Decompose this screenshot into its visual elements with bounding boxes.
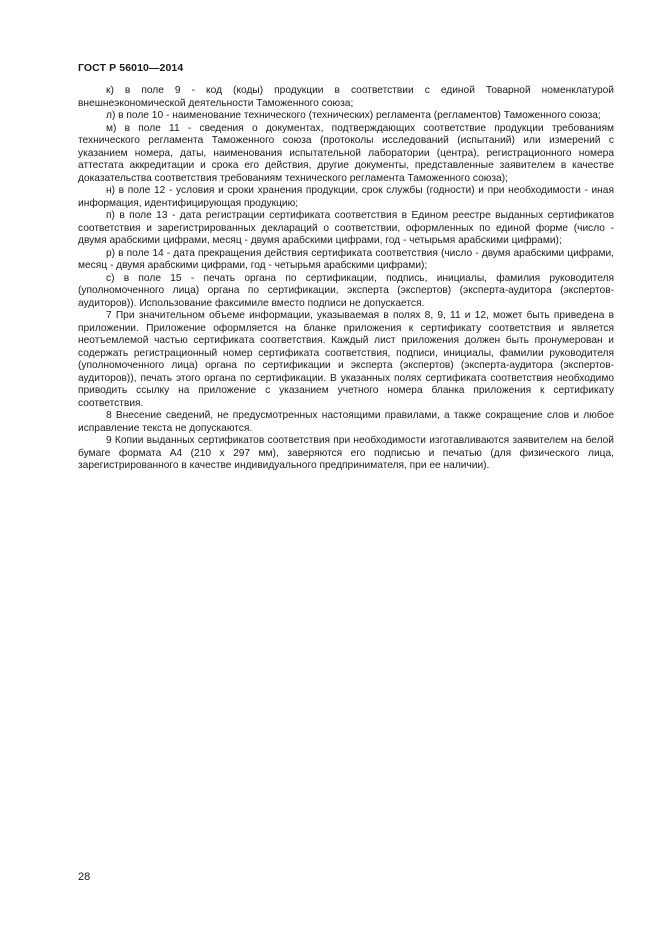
paragraph-l: л) в поле 10 - наименование технического (технических) регламента (регламентов) Таможенного союза; (106, 110, 601, 121)
paragraph-p: п) в поле 13 - дата регистрации сертификата соответствия в Едином реестре выданных сертификатов соответствия и зарегистрированных деклараций о соответствии, оформленных по единой форме (число - двумя арабскими цифрами, месяц - двумя арабскими цифрами, год - четырьмя арабскими цифрами); (78, 210, 614, 246)
paragraph-8: 8 Внесение сведений, не предусмотренных настоящими правилами, а также сокращение слов и любое исправление текста не допускаются. (78, 410, 614, 434)
paragraph-s: с) в поле 15 - печать органа по сертификации, подпись, инициалы, фамилия руководителя (уполномоченного лица) органа по сертификации, эксперта (экспертов) (эксперта-аудитора (экспертов-аудиторов)). Использование факсимиле вместо подписи не допускается. (78, 272, 614, 309)
paragraph-7: 7 При значительном объеме информации, указываемая в полях 8, 9, 11 и 12, может быть приведена в приложении. Приложение оформляется на бланке приложения к сертификату соответствия и является неотъемлемой частью сертификата соответствия. Каждый лист приложения должен быть пронумерован и содержать регистрационный номер сертификата соответствия, подписи, инициалы, фамилии руководителя (уполномоченного лица) органа по сертификации и эксперта (экспертов) (эксперта-аудитора (экспертов-аудиторов)), печать этого органа по сертификации. В указанных полях сертификата соответствия необходимо приводить ссылку на приложение с указанием учетного номера бланка приложения к сертификату соответствия. (78, 310, 614, 409)
paragraph-n: н) в поле 12 - условия и сроки хранения продукции, срок службы (годности) и при необходимости - иная информация, идентифицирующая продукцию; (78, 185, 614, 209)
document-body (78, 85, 614, 473)
paragraph-k: к) в поле 9 - код (коды) продукции в соответствии с единой Товарной номенклатурой внешнеэкономической деятельности Таможенного союза; (78, 85, 614, 109)
paragraph-9: 9 Копии выданных сертификатов соответствия при необходимости изготавливаются заявителем на белой бумаге формата А4 (210 x 297 мм), заверяются его подписью и печатью (для физического лица, зарегистрированного в качестве индивидуального предпринимателя, при ее наличии). (78, 435, 614, 471)
document-header: ГОСТ Р 56010—2014 (78, 62, 184, 74)
paragraph-m: м) в поле 11 - сведения о документах, подтверждающих соответствие продукции требованиям технического регламента Таможенного союза (протоколы исследований (испытаний) или измерений с указанием номера, даты, наименования испытательной лаборатории (центра), регистрационного номера аттестата аккредитации и срока его действия, другие документы, представленные заявителем в качестве доказательства соответствия требованиям технического регламента Таможенного союза); (78, 122, 614, 184)
page-number: 28 (78, 871, 91, 883)
paragraph-r: р) в поле 14 - дата прекращения действия сертификата соответствия (число - двумя арабскими цифрами, месяц - двумя арабскими цифрами, год - четырьмя арабскими цифрами); (78, 247, 614, 271)
